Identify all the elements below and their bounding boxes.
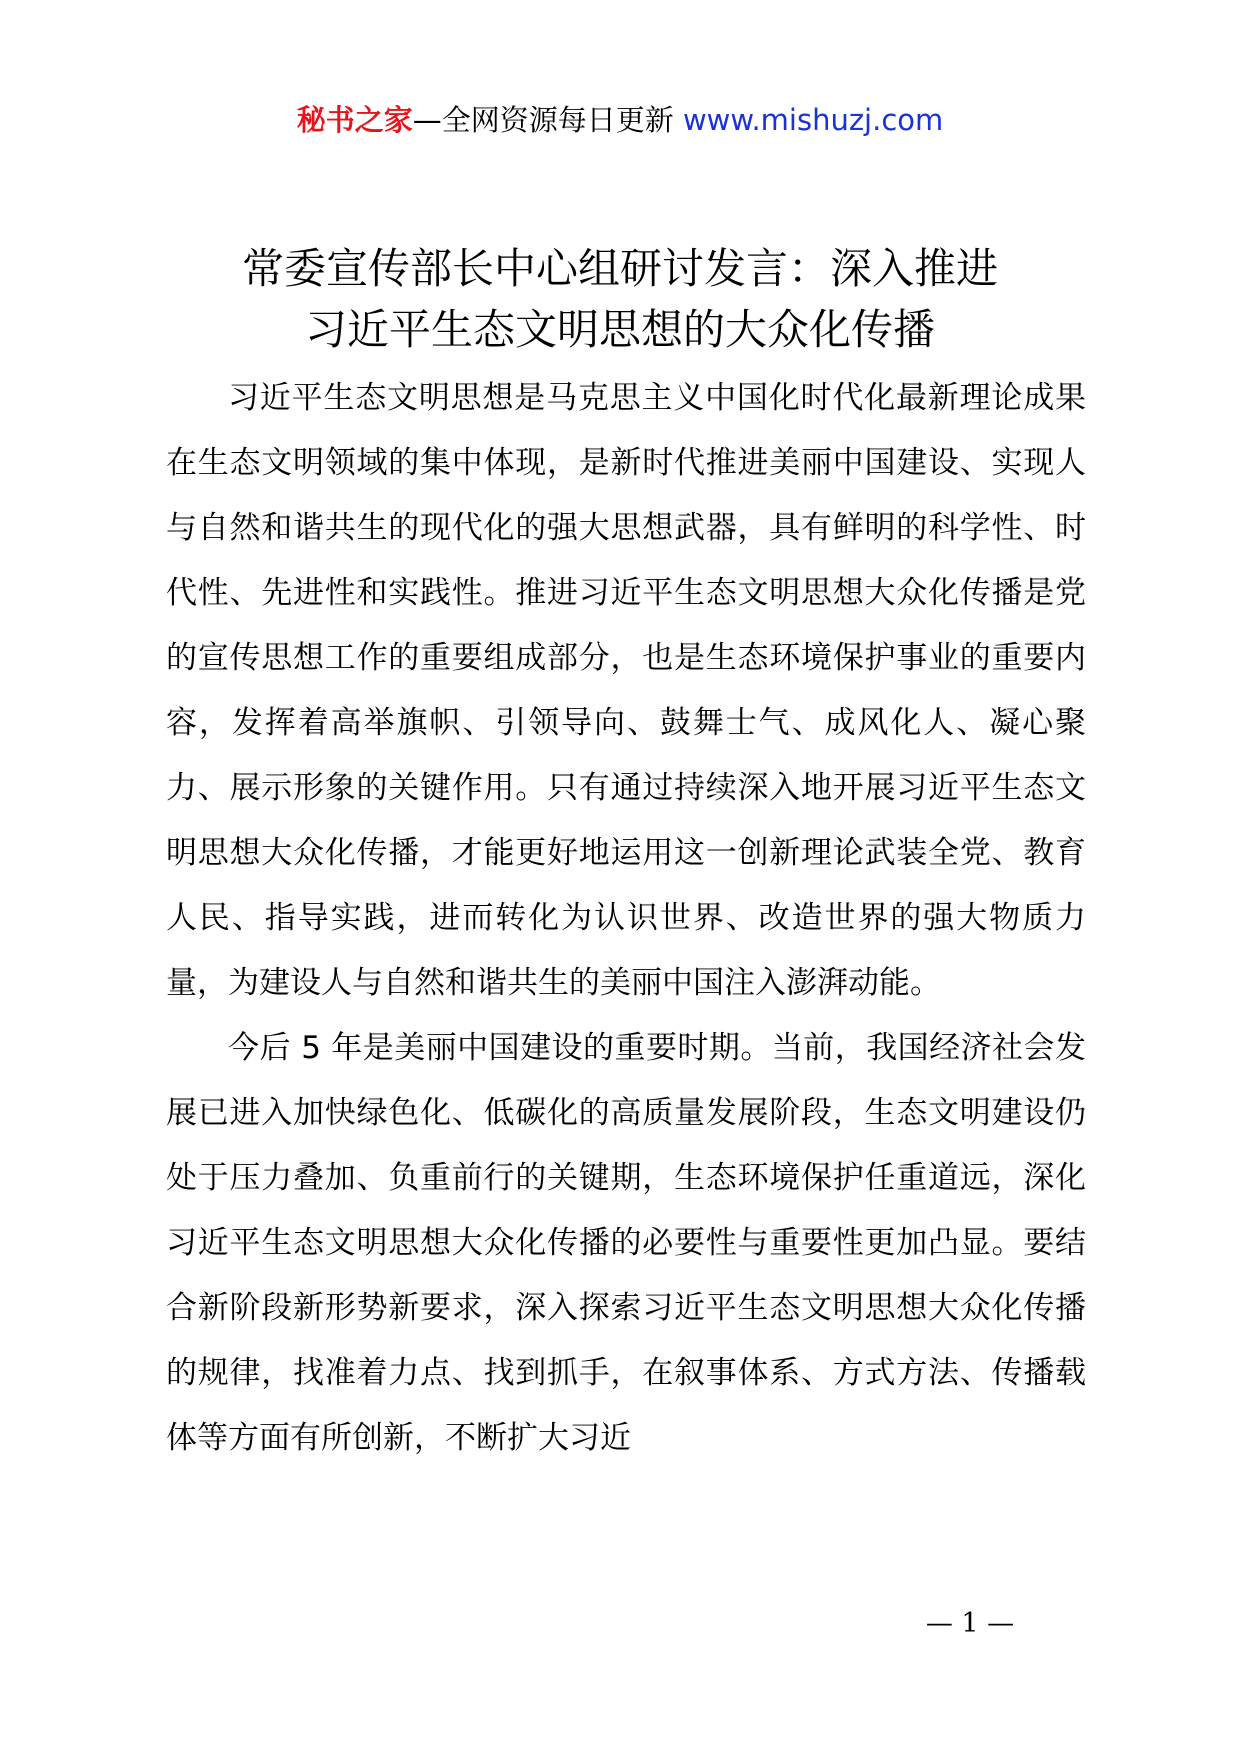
title-line-2: 习近平生态文明思想的大众化传播	[304, 305, 935, 354]
site-header	[0, 100, 1240, 140]
header-tagline: —全网资源每日更新	[412, 103, 674, 137]
site-url-link[interactable]: www.mishuzj.com	[682, 103, 944, 137]
brand-name: 秘书之家	[296, 103, 413, 137]
document-title	[160, 238, 1080, 360]
paragraph-1: 习近平生态文明思想是马克思主义中国化时代化最新理论成果在生态文明领域的集中体现，是新时代推进美丽中国建设、实现人与自然和谐共生的现代化的强大思想武器，具有鲜明的科学性、时代性、先进性和实践性。推进习近平生态文明思想大众化传播是党的宣传思想工作的重要组成部分，也是生态环境保护事业的重要内容，发挥着高举旗帜、引领导向、鼓舞士气、成风化人、凝心聚力、展示形象的关键作用。只有通过持续深入地开展习近平生态文明思想大众化传播，才能更好地运用这一创新理论武装全党、教育人民、指导实践，进而转化为认识世界、改造世界的强大物质力量，为建设人与自然和谐共生的美丽中国注入澎湃动能。	[166, 380, 1086, 1001]
document-body	[166, 366, 1086, 1471]
paragraph-2: 今后 5 年是美丽中国建设的重要时期。当前，我国经济社会发展已进入加快绿色化、低碳化的高质量发展阶段，生态文明建设仍处于压力叠加、负重前行的关键期，生态环境保护任重道远，深化习近平生态文明思想大众化传播的必要性与重要性更加凸显。要结合新阶段新形势新要求，深入探索习近平生态文明思想大众化传播的规律，找准着力点、找到抓手，在叙事体系、方式方法、传播载体等方面有所创新，不断扩大习近	[166, 1030, 1086, 1456]
page-number: — 1 —	[925, 1608, 1015, 1639]
title-line-1: 常委宣传部长中心组研讨发言：深入推进	[241, 244, 998, 293]
